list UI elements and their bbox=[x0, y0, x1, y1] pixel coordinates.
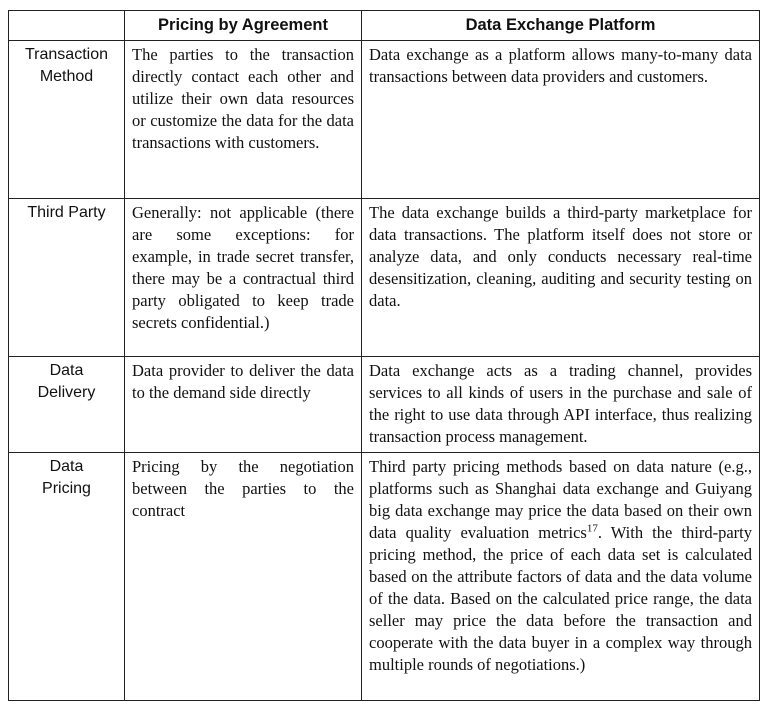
footnote-reference: 17 bbox=[586, 522, 598, 535]
table-row-transaction-method bbox=[9, 41, 760, 199]
cell-platform-data-pricing bbox=[362, 453, 760, 701]
row-label-data-delivery bbox=[9, 357, 125, 453]
table-row-data-pricing bbox=[9, 453, 760, 701]
table-row-data-delivery bbox=[9, 357, 760, 453]
table-row-third-party bbox=[9, 199, 760, 357]
row-label-line2: Delivery bbox=[37, 384, 96, 401]
cell-agreement-transaction-method: The parties to the transaction directly contact each other and utilize their own data resources or customize the data for the data transactions with customers. bbox=[125, 41, 362, 199]
header-corner-cell bbox=[9, 11, 125, 41]
cell-platform-data-delivery: Data exchange acts as a trading channel, provides services to all kinds of users in the purchase and sale of the right to use data through API interface, thus realizing transaction process management. bbox=[362, 357, 760, 453]
cell-agreement-data-pricing: Pricing by the negotiation between the parties to the contract bbox=[125, 453, 362, 701]
platform-pricing-text-part2: . With the third-party pricing method, the price of each data set is calculated based on the attribute factors of data and the data volume of the data. Based on the calculated price range, the data seller may price the data before the transaction and cooperate with the data buyer in a complex way through multiple rounds of negotiations.) bbox=[369, 523, 752, 674]
row-label-line1: Data bbox=[49, 458, 84, 475]
comparison-table bbox=[8, 10, 760, 701]
row-label-transaction-method bbox=[9, 41, 125, 199]
cell-platform-third-party: The data exchange builds a third-party marketplace for data transactions. The platform itself does not store or analyze data, and only conducts necessary real-time desensitization, cleaning, auditing and security testing on data. bbox=[362, 199, 760, 357]
cell-platform-transaction-method: Data exchange as a platform allows many-to-many data transactions between data providers and customers. bbox=[362, 41, 760, 199]
cell-agreement-data-delivery: Data provider to deliver the data to the demand side directly bbox=[125, 357, 362, 453]
row-label-third-party bbox=[9, 199, 125, 357]
header-pricing-by-agreement: Pricing by Agreement bbox=[125, 11, 362, 41]
row-label-line1: Transaction bbox=[25, 46, 108, 63]
row-label-line2: Pricing bbox=[42, 480, 91, 497]
header-row bbox=[9, 11, 760, 41]
cell-agreement-third-party: Generally: not applicable (there are some exceptions: for example, in trade secret transfer, there may be a contractual third party obligated to keep trade secrets confidential.) bbox=[125, 199, 362, 357]
row-label-data-pricing bbox=[9, 453, 125, 701]
platform-pricing-text-part1: Third party pricing methods based on data nature (e.g., platforms such as Shanghai data exchange and Guiyang big data exchange may price the data based on their own data quality evaluation metrics bbox=[369, 457, 752, 542]
row-label-line1: Third Party bbox=[27, 204, 106, 221]
row-label-line1: Data bbox=[49, 362, 84, 379]
row-label-line2: Method bbox=[39, 68, 94, 85]
header-data-exchange-platform: Data Exchange Platform bbox=[362, 11, 760, 41]
